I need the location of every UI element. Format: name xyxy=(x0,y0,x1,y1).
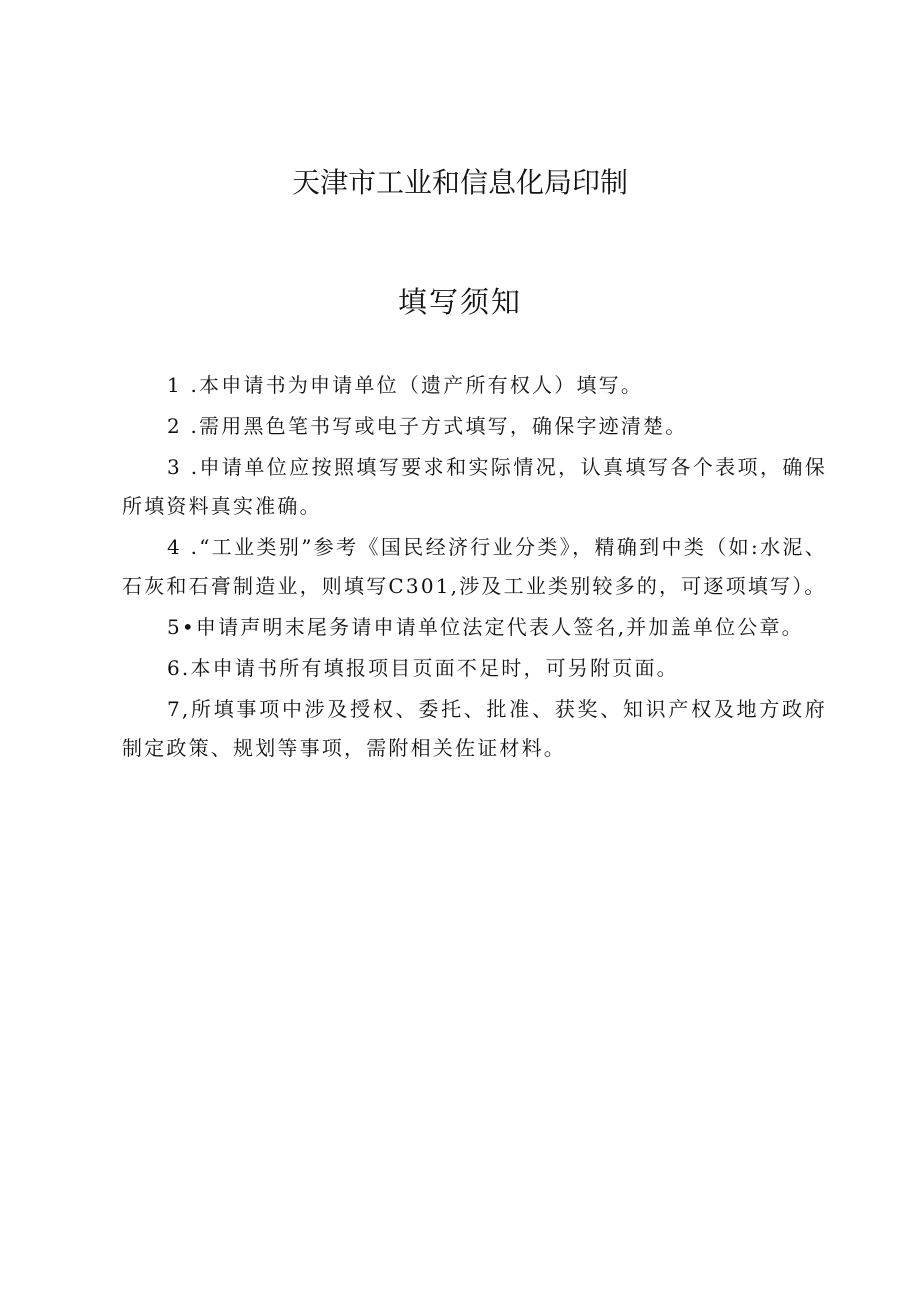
instruction-item-2: 2 .需用黑色笔书写或电子方式填写，确保字迹清楚。 xyxy=(167,414,688,438)
instructions-heading: 填写须知 xyxy=(397,285,522,319)
instruction-item-5: 5•申请声明末尾务请申请单位法定代表人签名,并加盖单位公章。 xyxy=(167,615,804,639)
instructions-list xyxy=(122,366,827,770)
instruction-item-1: 1 .本申请书为申请单位（遗产所有权人）填写。 xyxy=(167,373,644,397)
instruction-item-6: 6.本申请书所有填报项目页面不足时，可另附页面。 xyxy=(167,656,679,680)
instruction-item-7: 7,所填事项中涉及授权、委托、批准、获奖、知识产权及地方政府制定政策、规划等事项，需附相关佐证材料。 xyxy=(122,697,827,760)
instruction-item-3: 3 .申请单位应按照填写要求和实际情况，认真填写各个表项，确保所填资料真实准确。 xyxy=(122,455,827,518)
issuer-line: 天津市工业和信息化局印制 xyxy=(291,166,628,199)
instruction-item-4: 4 .“工业类别”参考《国民经济行业分类》，精确到中类（如:水泥、石灰和石膏制造业，则填写C301,涉及工业类别较多的，可逐项填写）。 xyxy=(122,535,827,598)
